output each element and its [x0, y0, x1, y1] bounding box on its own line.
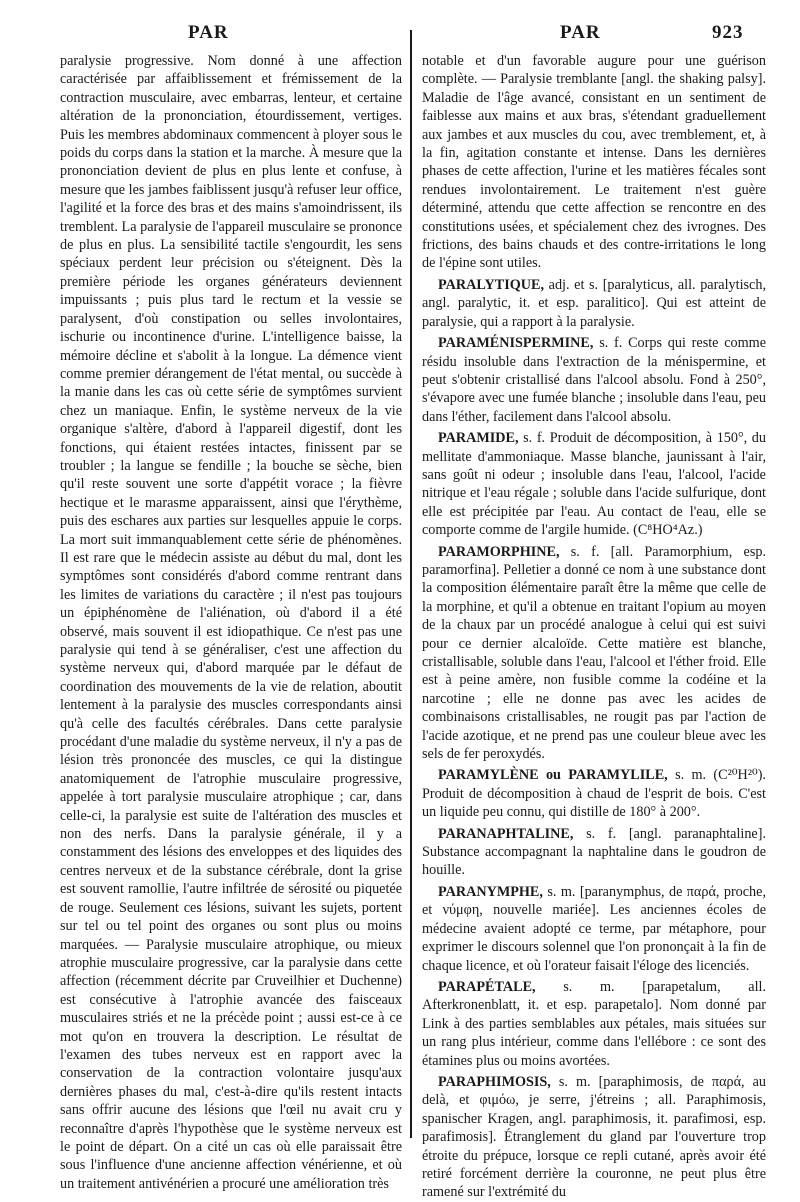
entry-headword: PARALYTIQUE, — [438, 276, 545, 293]
column-divider — [410, 30, 412, 1138]
entry-headword: PARAPÉTALE, — [438, 978, 536, 995]
page-number: 923 — [712, 22, 744, 43]
entry-definition: s. f. Corps qui reste comme résidu insoluble dans l'extraction de la ménispermine, et peut s'obtenir cristallisé dans l'alcool absolu. Fond à 250°, s'évapore avec une fumée blanche ; insoluble dans l'eau, peu dans l'éther, facilement dans l'alcool absolu. — [422, 335, 766, 425]
entry-definition: s. f. Produit de décomposition, à 150°, du mellitate d'ammoniaque. Masse blanche, jaunissant à l'air, sans goût ni odeur ; insoluble dans l'eau, l'alcool, l'acide nitrique et l'eau régale ; soluble dans l'acide sulfurique, dont elle est précipitée par l'eau. Au contact de l'eau, elle se comporte comme de l'argile humide. (C⁸HO⁴Az.) — [422, 430, 766, 539]
dictionary-entry — [422, 766, 766, 821]
entry-headword: PARANYMPHE, — [438, 883, 543, 900]
running-head-right: PAR — [560, 22, 601, 43]
entry-headword: PARAMYLÈNE ou PARAMYLILE, — [438, 767, 668, 784]
dictionary-entry — [422, 1073, 766, 1202]
dictionary-entry — [422, 276, 766, 331]
entry-definition: s. f. [angl. paranaphtaline]. Substance accompagnant la naphtaline dans le goudron de houille. — [422, 825, 766, 879]
continued-entry-text: notable et d'un favorable augure pour une guérison complète. — Paralysie tremblante [angl. the shaking palsy]. Maladie de l'âge avancé, consistant en un sentiment de faiblesse aux mains et aux bras, s'étendant graduellement aux jambes et aux muscles du cou, avec tremblement, et, à la fin, agitation constante et intense. Dans les dernières phases de cette affection, l'urine et les matières fécales sont rendues involontairement. Le traitement n'est guère déterminé, attendu que cette affection se rencontre en des constitutions usées, et spécialement chez des ivrognes. Des frictions, des bains chauds et des contre-irritations le long de l'épine sont utiles. — [422, 53, 766, 272]
dictionary-entry — [422, 825, 766, 880]
entry-definition: s. m. [parapetalum, all. Afterkronenblatt, it. et esp. parapetalo]. Nom donné par Link à des parties semblables aux pétales, mais situées sur un rang plus intérieur, comme dans l'ellébore : ce sont des étamines plus ou moins avortées. — [422, 978, 766, 1069]
entry-definition: s. f. [all. Paramorphium, esp. paramorfina]. Pelletier a donné ce nom à une substance dont la composition élémentaire paraît être la même que celle de la morphine, et qu'il a obtenue en traitant l'opium au moyen de la chaux par un procédé analogue à celui qui est suivi pour ce dernier alcaloïde. Cette matière est blanche, cristallisable, soluble dans l'eau, l'alcool et l'éther froid. Elle est à peine amère, non fusible comme la codéine et la narcotine ; elle ne donne pas avec les acides de combinaisons cristallisables, ne rougit pas par l'action de l'acide azotique, et ne prend pas une couleur bleue avec les sels de fer peroxydés. — [422, 543, 766, 763]
running-head-left: PAR — [188, 22, 229, 43]
right-column — [422, 52, 766, 1202]
entry-list — [422, 276, 766, 1202]
dictionary-entry — [422, 978, 766, 1070]
left-column-text: paralysie progressive. Nom donné à une affection caractérisée par affaiblissement et frémissement de la contraction musculaire, avec embarras, lenteur, et certaine altération de la prononciation, étourdissement, vertiges. Puis les membres abdominaux commencent à ployer sous le poids du corps dans la station et la marche. À mesure que la prononciation devient de plus en plus lente et confuse, à mesure que les jambes faiblissent jusqu'à refuser leur office, l'agilité et la force des bras et des mains s'amoindrissent, ils tremblent. La paralysie de l'appareil musculaire se prononce de plus en plus. La sensibilité tactile s'engourdit, les sens spéciaux perdent leur précision ou s'éteignent. Dès la première période les organes générateurs deviennent impuissants ; puis plus tard le rectum et la vessie se paralysent, d'où constipation ou selles involontaires, ischurie ou incontinence d'urine. L'intelligence baisse, la mémoire décline et s'abolit à la longue. La démence vient comme premier dérangement de l'état mental, ou succède à la manie dans les cas où cette série de symptômes survient chez un maniaque. Enfin, le système nerveux de la vie organique s'altère, d'abord à l'appareil digestif, dont les fonctions, qui étaient restées intactes, finissent par se troubler ; la langue se fendille ; la bouche se sèche, bien qu'il reste souvent une sorte d'appétit vorace ; la fièvre hectique et le marasme apparaissent, ainsi que l'érythème, puis des eschares aux parties sur lesquelles appuie le corps. La mort suit immanquablement cette série de phénomènes. Il est rare que le médecin assiste au début du mal, dont les symptômes sont considérés d'abord comme rentrant dans les limites de variations du caractère ; il n'est pas toujours un épiphénomène de l'aliénation, où d'abord il a été observé, mais souvent il est idiopathique. Ce n'est pas une paralysie qui tend à se généraliser, c'est une affection du système nerveux qui, d'abord marquée par le défaut de coordination des mouvements de la vie de relation, aboutit lentement à la paralysie des muscles correspondants ainsi qu'à celle des facultés cérébrales. Dans cette paralysie procédant d'une maladie du système nerveux, il n'y a pas de lésion très prononcée des muscles, ce qui la distingue anatomiquement de l'atrophie musculaire progressive, appelée à tort paralysie musculaire atrophique ; car, dans celle-ci, la paralysie est suite de l'altération des muscles et non des nerfs. Dans la paralysie générale, il y a constamment des lésions des enveloppes et des liquides des centres nerveux et de la substance cérébrale, dont la grise est souvent ramollie, l'autre infiltrée de sérosité ou piquetée de rouge. Seulement ces lésions, suivant les sujets, portent sur tel ou tel point des organes ou sont plus ou moins marquées. — Paralysie musculaire atrophique, ou mieux atrophie musculaire progressive, car la paralysie dans cette affection (récemment décrite par Cruveilhier et Duchenne) est consécutive à l'atrophie avancée des faisceaux musculaires striés et ne la précède point ; aussi est-ce à ce mot qu'on en trouvera la description. Le résultat de l'examen des tubes nerveux est en rapport avec la conservation de la contraction volontaire jusqu'aux dernières phases du mal, c'est-à-dire qu'ils restent intacts sans offrir aucune des lésions que l'œil nu avait cru y reconnaître d'après l'hypothèse que le système nerveux est le point de départ. On a cité un cas où elle paraissait être sous l'influence d'une ancienne affection vénérienne, et où un traitement antivénérien a procuré une amélioration très — [60, 53, 402, 1192]
left-column — [60, 52, 402, 1193]
entry-headword: PARAMÉNISPERMINE, — [438, 335, 594, 352]
entry-headword: PARAMORPHINE, — [438, 543, 560, 560]
dictionary-entry — [422, 543, 766, 764]
entry-headword: PARAPHIMOSIS, — [438, 1073, 551, 1090]
entry-definition: s. m. [paraphimosis, de παρά, au delà, et φιμόω, je serre, j'étreins ; all. Paraphimosis, spanischer Kragen, angl. paraphimosis, it. parafimosi, esp. parafimosis]. Étranglement du gland par l'ouverture trop étroite du prépuce, lorsque ce repli cutané, après avoir été retiré forcément derrière la couronne, ne peut plus être ramené sur l'extrémité du — [422, 1073, 766, 1201]
dictionary-entry — [422, 334, 766, 426]
entry-headword: PARAMIDE, — [438, 430, 519, 447]
dictionary-entry — [422, 429, 766, 539]
entry-headword: PARANAPHTALINE, — [438, 825, 574, 842]
entry-definition: adj. et s. [paralyticus, all. paralytisch, angl. paralytic, it. et esp. paralitico]. Qui est atteint de paralysie, qui a rapport à la paralysie. — [422, 276, 766, 330]
dictionary-entry — [422, 883, 766, 975]
entry-definition: s. m. (C²⁰H²⁰). Produit de décomposition à chaud de l'esprit de bois. C'est un liquide peu connu, qui distille de 180° à 200°. — [422, 767, 766, 821]
entry-definition: s. m. [paranymphus, de παρά, proche, et νύμφη, nouvelle mariée]. Les anciennes écoles de médecine avaient adopté ce terme, par métaphore, pour exprimer le discours solennel que l'on prononçait à la fin de chaque licence, et où l'orateur faisait l'éloge des licenciés. — [422, 883, 766, 974]
